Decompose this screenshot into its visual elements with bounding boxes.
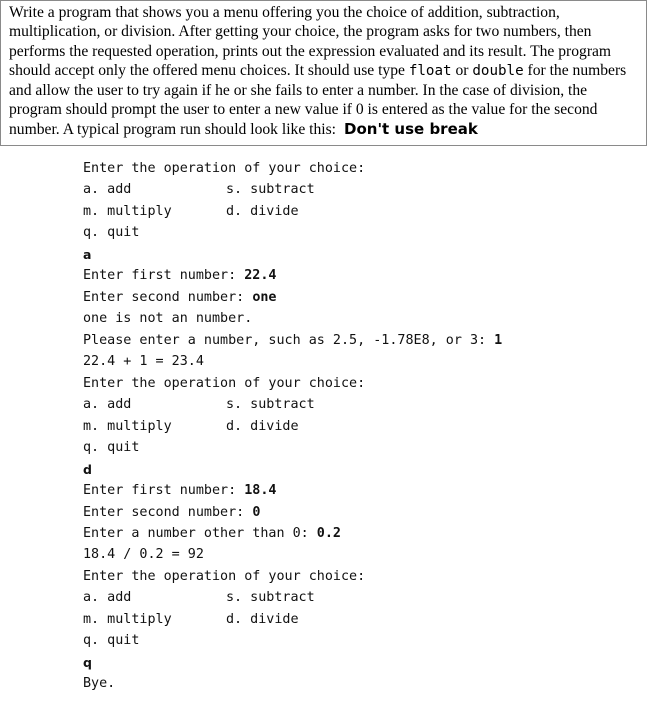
retry-input: 1 — [494, 332, 503, 348]
problem-statement — [9, 3, 641, 139]
menu-prompt: Enter the operation of your choice: — [83, 375, 366, 391]
user-choice: d — [83, 461, 92, 477]
menu-row — [83, 416, 502, 437]
menu-prompt: Enter the operation of your choice: — [83, 568, 366, 584]
menu-option-multiply: m. multiply — [83, 611, 172, 627]
first-number-prompt: Enter first number: — [83, 483, 245, 499]
result-line: 18.4 / 0.2 = 92 — [83, 547, 204, 563]
retry-prompt: Please enter a number, such as 2.5, -1.78E8, or 3: — [83, 332, 495, 348]
menu-option-divide: d. divide — [226, 418, 299, 434]
user-choice: q — [83, 654, 92, 670]
nonzero-prompt: Enter a number other than 0: — [83, 525, 317, 541]
statement-text-part-2: for the numbers and allow the user to try again if he or she fails to enter a number. In the case of division, the program should prompt the user to enter a new value if 0 is entered as the value for the second number. A typical program run should look like this: — [9, 61, 627, 138]
error-message: one is not an number. — [83, 311, 253, 327]
code-double: double — [472, 62, 524, 79]
nonzero-line — [83, 523, 502, 544]
second-number-prompt: Enter second number: — [83, 289, 253, 305]
menu-option-add: a. add — [83, 182, 132, 198]
first-number-line — [83, 265, 502, 286]
goodbye-line: Bye. — [83, 676, 116, 692]
statement-text-part-1: Write a program that shows you a menu offering you the choice of addition, subtraction, multiplication, or division. After getting your choice, the program asks for two numbers, then performs the requested operation, prints out the expression evaluated and its result. The program should accept only the offered menu choices. It should use type — [9, 4, 612, 79]
menu-row — [83, 587, 502, 608]
menu-option-add: a. add — [83, 590, 132, 606]
second-number-line — [83, 502, 502, 523]
menu-option-quit: q. quit — [83, 440, 140, 456]
menu-option-add: a. add — [83, 397, 132, 413]
second-number-input: 0 — [252, 504, 261, 520]
second-number-prompt: Enter second number: — [83, 504, 253, 520]
note-dont-use-break: Don't use break — [344, 119, 478, 138]
code-float: float — [408, 62, 452, 79]
console-sample-run — [83, 158, 502, 695]
menu-option-quit: q. quit — [83, 633, 140, 649]
first-number-line — [83, 480, 502, 501]
first-number-prompt: Enter first number: — [83, 268, 245, 284]
menu-row — [83, 179, 502, 200]
menu-option-subtract: s. subtract — [226, 590, 315, 606]
menu-row — [83, 201, 502, 222]
menu-option-divide: d. divide — [226, 203, 299, 219]
first-number-input: 22.4 — [244, 268, 277, 284]
menu-prompt: Enter the operation of your choice: — [83, 161, 366, 176]
menu-row — [83, 394, 502, 415]
menu-row — [83, 609, 502, 630]
user-choice: a — [83, 246, 92, 262]
statement-text-or: or — [451, 61, 473, 79]
menu-option-multiply: m. multiply — [83, 203, 172, 219]
menu-option-subtract: s. subtract — [226, 397, 315, 413]
result-line: 22.4 + 1 = 23.4 — [83, 354, 204, 370]
menu-option-multiply: m. multiply — [83, 418, 172, 434]
retry-line — [83, 330, 502, 351]
nonzero-input: 0.2 — [316, 525, 341, 541]
menu-option-divide: d. divide — [226, 611, 299, 627]
second-number-input: one — [252, 289, 277, 305]
second-number-line — [83, 287, 502, 308]
first-number-input: 18.4 — [244, 483, 277, 499]
menu-option-quit: q. quit — [83, 225, 140, 241]
menu-option-subtract: s. subtract — [226, 182, 315, 198]
